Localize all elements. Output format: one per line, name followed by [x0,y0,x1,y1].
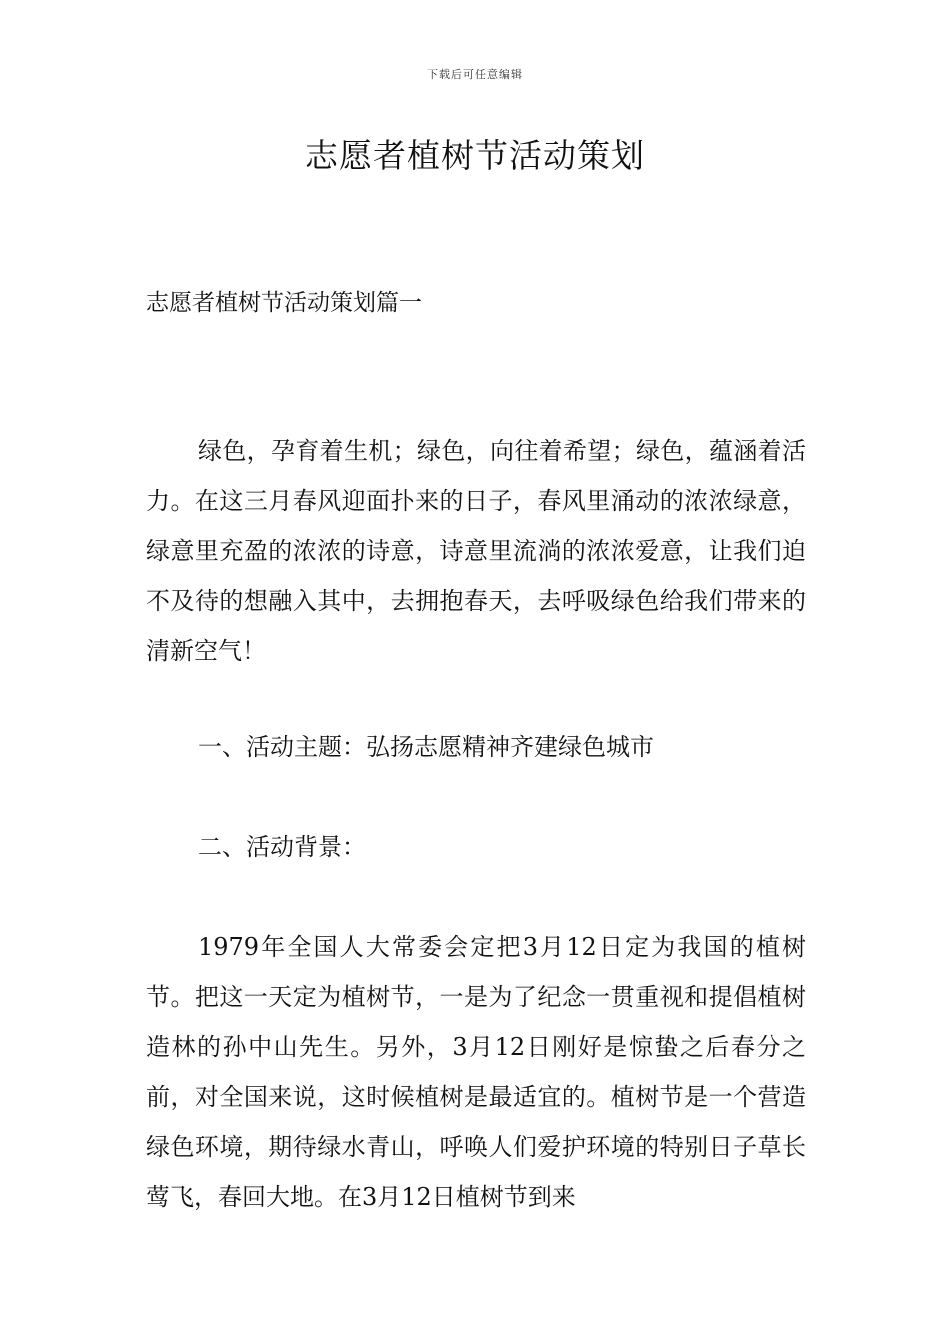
document-title: 志愿者植树节活动策划 [305,136,645,175]
header-note: 下载后可任意编辑 [427,68,523,81]
paragraph-intro: 绿色，孕育着生机；绿色，向往着希望；绿色，蕴涵着活力。在这三月春风迎面扑来的日子，春风里涌动的浓浓绿意，绿意里充盈的浓浓的诗意，诗意里流淌的浓浓爱意，让我们迫不及待的想融入其中，去拥抱春天，去呼吸绿色给我们带来的清新空气！ [146,437,806,665]
section-heading: 志愿者植树节活动策划篇一 [146,290,422,316]
paragraph-theme: 一、活动主题：弘扬志愿精神齐建绿色城市 [198,733,654,761]
paragraph-background: 1979年全国人大常委会定把3月12日定为我国的植树节。把这一天定为植树节，一是为了纪念一贯重视和提倡植树造林的孙中山先生。另外，3月12日刚好是惊蛰之后春分之前，对全国来说，这时候植树是最适宜的。植树节是一个营造绿色环境，期待绿水青山，呼唤人们爱护环境的特别日子草长莺飞，春回大地。在3月12日植树节到来 [146,933,806,1211]
paragraph-background-heading: 二、活动背景： [198,833,366,861]
